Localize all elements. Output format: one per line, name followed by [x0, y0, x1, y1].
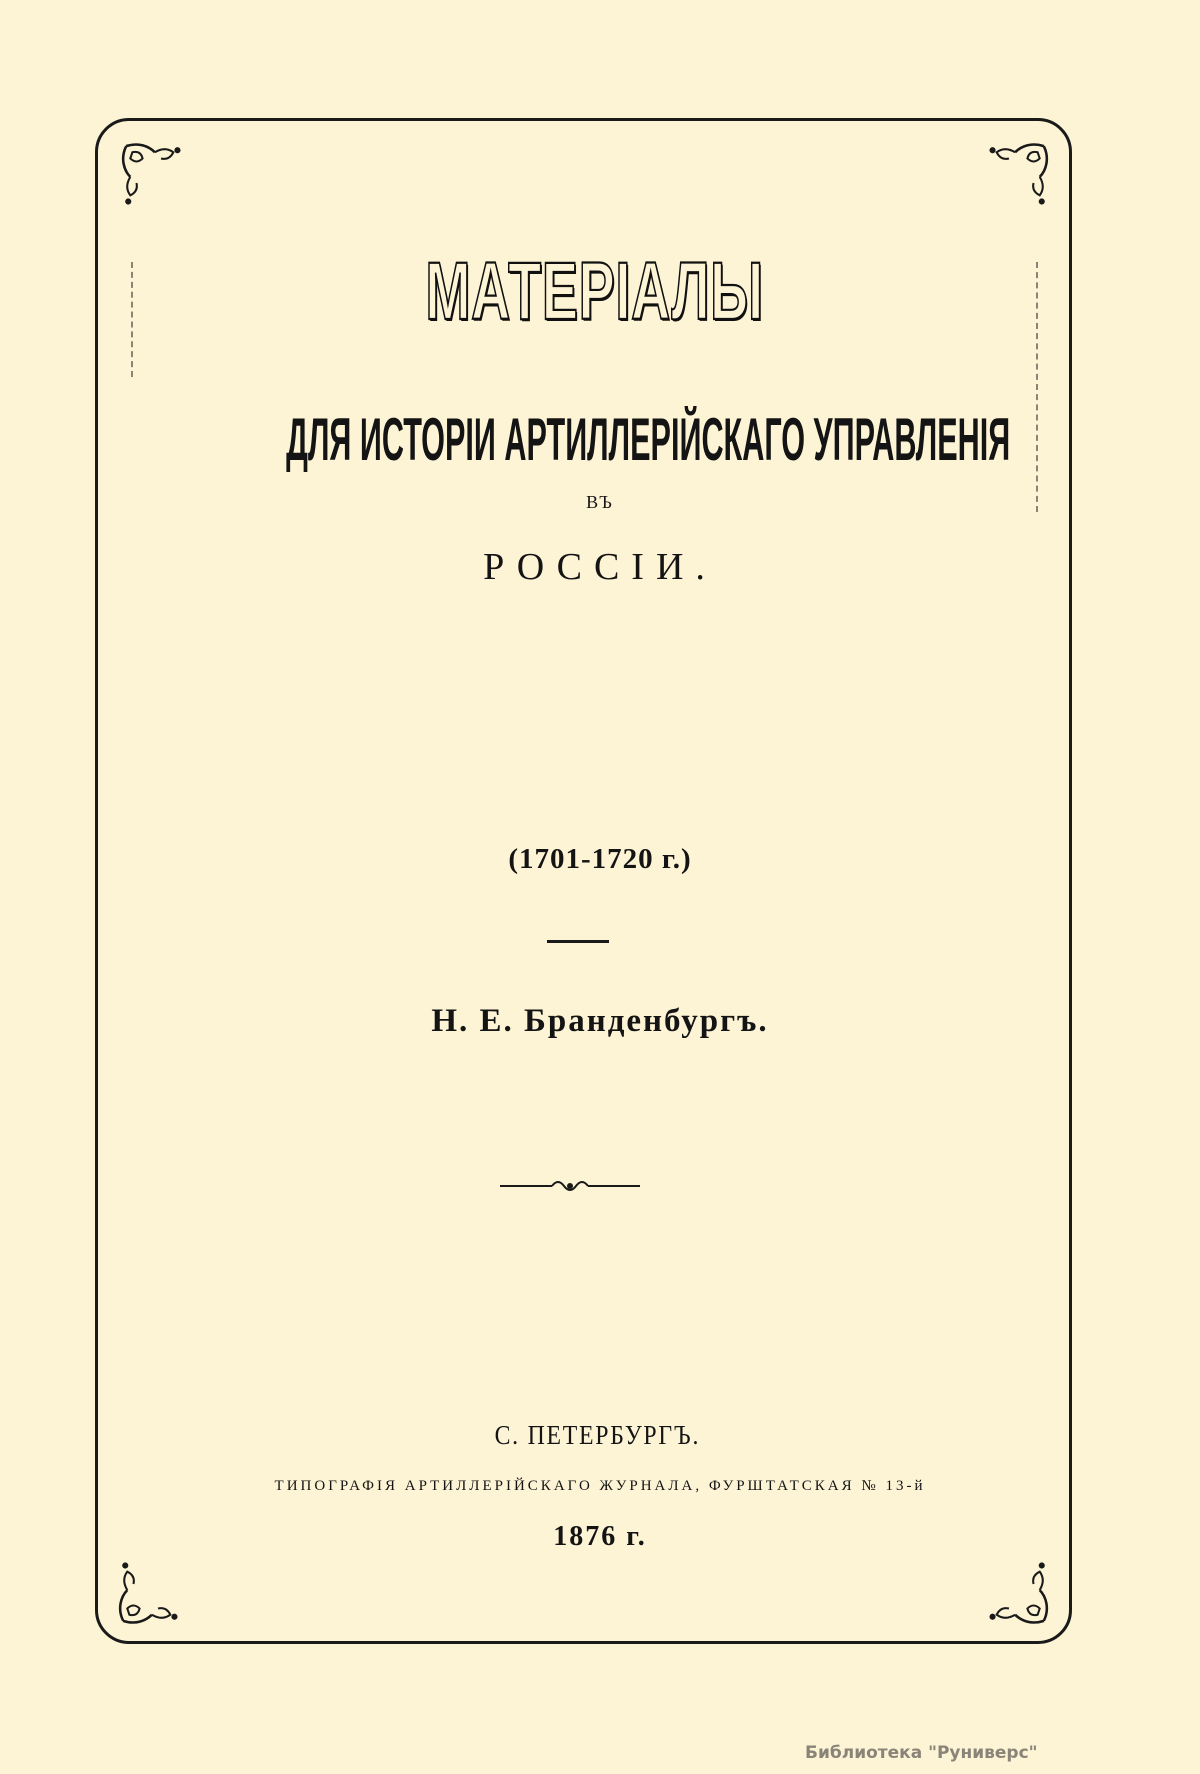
right-dashed-rule [1036, 262, 1038, 512]
title-country: РОССІИ. [483, 546, 717, 588]
short-divider-rule [547, 940, 609, 943]
page-border-frame [95, 118, 1072, 1644]
corner-ornament-icon [115, 1545, 197, 1627]
library-watermark-text: Библиотека "Руниверс" [805, 1743, 1038, 1763]
corner-ornament-icon [118, 140, 200, 222]
printer-imprint: ТИПОГРАФІЯ АРТИЛЛЕРІЙСКАГО ЖУРНАЛА, ФУРШТАТСКАЯ № 13-й [274, 1478, 926, 1494]
book-title: МАТЕРІАЛЫ [425, 246, 764, 337]
book-subtitle: ДЛЯ ИСТОРІИ АРТИЛЛЕРІЙСКАГО УПРАВЛЕНІЯ [286, 406, 1011, 473]
publication-city: С. ПЕТЕРБУРГЪ. [494, 1420, 701, 1450]
left-dashed-rule [131, 262, 133, 377]
author-name: Н. Е. Бранденбургъ. [431, 1003, 769, 1039]
corner-ornament-icon [970, 1545, 1052, 1627]
period-years: (1701-1720 г.) [508, 843, 692, 875]
title-preposition: ВЪ [586, 492, 614, 512]
floral-divider-icon [500, 1176, 640, 1196]
corner-ornament-icon [970, 140, 1052, 222]
publication-year: 1876 г. [553, 1521, 647, 1552]
